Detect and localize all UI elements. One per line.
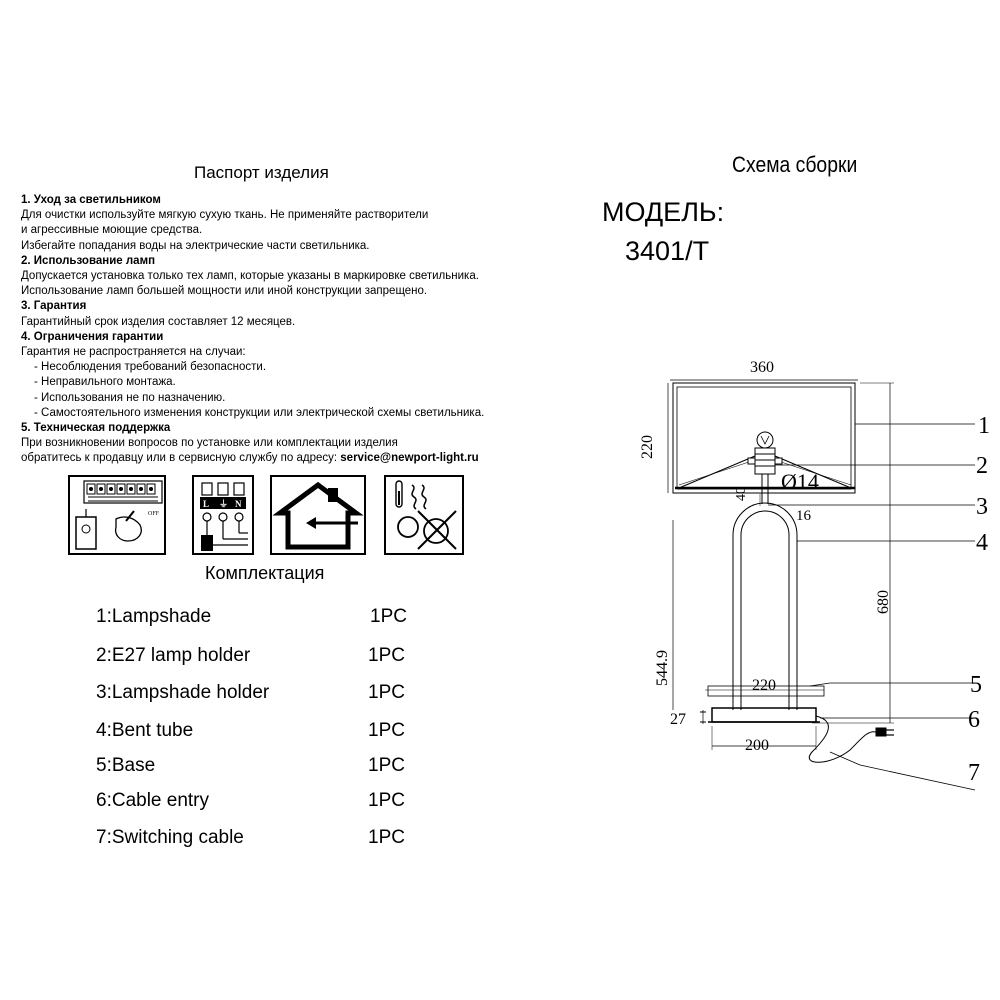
passport-line: При возникновении вопросов по установке или комплектации изделия (21, 437, 398, 450)
kit-item-qty: 1PC (370, 606, 407, 627)
callout-6: 6 (968, 707, 980, 733)
passport-line: - Самостоятельного изменения конструкции или электрической схемы светильника. (34, 406, 485, 419)
neutral-label: N (235, 499, 242, 509)
model-value: 3401/T (625, 236, 710, 266)
passport-line: - Использования не по назначению. (34, 391, 226, 404)
passport-line: Гарантия не распространяется на случаи: (21, 346, 246, 358)
kit-item-qty: 1PC (368, 720, 405, 741)
kit-item-name: 7:Switching cable (96, 827, 244, 848)
svg-text:⏚: ⏚ (219, 499, 229, 509)
kit-item-name: 2:E27 lamp holder (96, 645, 251, 666)
passport-line: Для очистки используйте мягкую сухую ткань. Не применяйте растворители (21, 209, 429, 222)
kit-item-name: 6:Cable entry (96, 790, 210, 811)
callout-2: 2 (976, 453, 988, 479)
svg-text:OFF: OFF (148, 511, 160, 517)
kit-item-qty: 1PC (368, 645, 405, 666)
passport-line: Гарантийный срок изделия составляет 12 месяцев. (21, 315, 296, 328)
passport-line: Допускается установка только тех ламп, которые указаны в маркировке светильника. (21, 270, 479, 282)
passport-line: Избегайте попадания воды на электрические части светильника. (21, 239, 370, 252)
passport-section-heading: 2. Использование ламп (21, 254, 156, 267)
dim-tube-offset: 16 (796, 508, 811, 524)
passport-section-heading: 1. Уход за светильником (21, 194, 161, 206)
dim-total-height: 680 (875, 590, 892, 614)
dim-shade-height: 220 (639, 435, 656, 459)
dim-base-height: 27 (670, 711, 686, 728)
phase-label: L (203, 499, 210, 509)
passport-title: Паспорт изделия (194, 163, 329, 182)
passport-line: Использование ламп большей мощности или иной конструкции запрещено. (21, 285, 428, 298)
kit-item-qty: 1PC (368, 755, 405, 776)
kit-item-name: 1:Lampshade (96, 606, 212, 627)
kit-item-name: 3:Lampshade holder (96, 682, 270, 703)
callout-1: 1 (978, 413, 990, 439)
model-label: МОДЕЛЬ: (602, 197, 725, 227)
kit-item-name: 5:Base (96, 755, 156, 776)
dim-base-width: 220 (752, 677, 776, 694)
passport-section-heading: 3. Гарантия (21, 300, 87, 313)
kit-item-qty: 1PC (368, 790, 405, 811)
kit-title: Комплектация (205, 563, 325, 583)
kit-item-qty: 1PC (368, 827, 405, 848)
callout-7: 7 (968, 760, 980, 786)
assembly-title: Схема сборки (732, 152, 858, 177)
lampshade (673, 383, 855, 493)
callout-3: 3 (976, 494, 988, 520)
callout-4: 4 (976, 530, 988, 556)
passport-section-heading: 5. Техническая поддержка (21, 422, 171, 434)
passport-line: обратитесь к продавцу или в сервисную службу по адресу: service@newport-light.ru (21, 452, 479, 465)
passport-section-heading: 4. Ограничения гарантии (21, 330, 164, 343)
dim-holder-diameter: Ø14 (781, 469, 819, 494)
passport-line: и агрессивные моющие средства. (21, 224, 203, 237)
passport-line: - Неправильного монтажа. (34, 376, 176, 389)
callout-5: 5 (970, 672, 982, 698)
dim-holder-height: 40 (734, 487, 749, 501)
support-email-link[interactable]: service@newport-light.ru (340, 452, 479, 465)
dim-tube-height: 544.9 (654, 650, 671, 686)
kit-item-name: 4:Bent tube (96, 720, 194, 741)
dim-base-depth: 200 (745, 737, 769, 754)
dim-shade-width: 360 (750, 359, 774, 376)
passport-line: - Несоблюдения требований безопасности. (34, 361, 267, 374)
kit-item-qty: 1PC (368, 682, 405, 703)
